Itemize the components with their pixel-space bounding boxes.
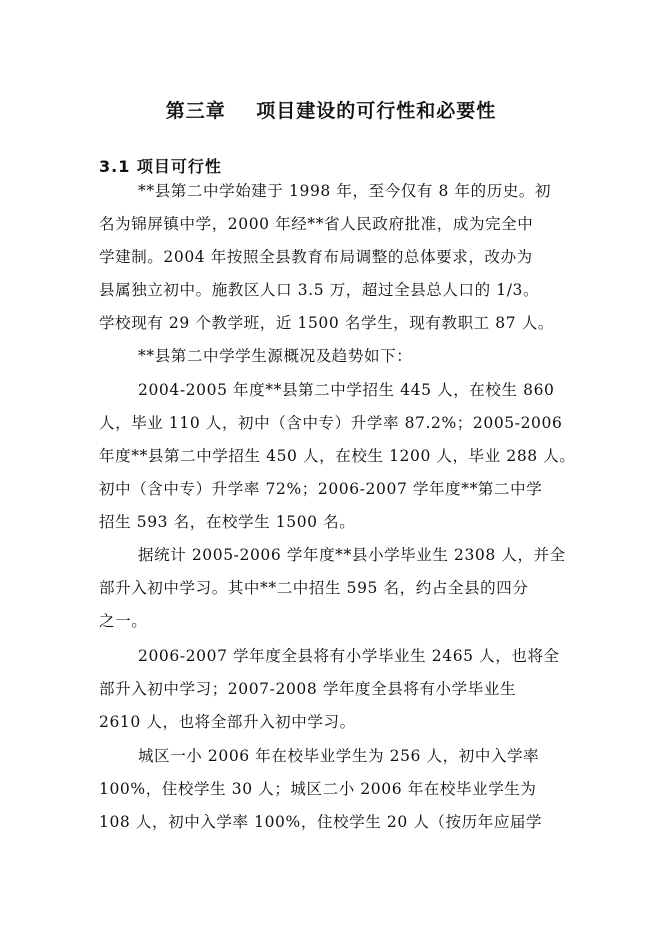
text-line: 108 人，初中入学率 100%，住校学生 20 人（按历年应届学 [99, 813, 543, 831]
text-line: 2610 人，也将全部升入初中学习。 [99, 713, 356, 731]
text-line: 100%，住校学生 30 人；城区二小 2006 年在校毕业学生为 [99, 780, 537, 798]
text-line: 之一。 [99, 612, 148, 630]
text-line: 人，毕业 110 人，初中（含中专）升学率 87.2%；2005-2006 [99, 414, 563, 432]
text-line: 招生 593 名，在校学生 1500 名。 [99, 513, 356, 531]
text-line: 名为锦屏镇中学，2000 年经**省人民政府批准，成为完全中 [99, 215, 534, 233]
text-line: 城区一小 2006 年在校毕业学生为 256 人，初中入学率 [138, 747, 540, 765]
text-line: 年度**县第二中学招生 450 人，在校生 1200 人，毕业 288 人。 [99, 447, 576, 465]
text-line: 学校现有 29 个教学班，近 1500 名学生，现有教职工 87 人。 [99, 314, 554, 332]
text-line: 学建制。2004 年按照全县教育布局调整的总体要求，改办为 [99, 248, 533, 266]
text-line: 部升入初中学习；2007-2008 学年度全县将有小学毕业生 [99, 680, 517, 698]
chapter-title: 第三章 项目建设的可行性和必要性 [165, 100, 497, 122]
text-line: **县第二中学学生源概况及趋势如下： [138, 347, 413, 365]
text-line: 县属独立初中。施教区人口 3.5 万，超过全县总人口的 1/3。 [99, 281, 540, 299]
text-line: **县第二中学始建于 1998 年，至今仅有 8 年的历史。初 [138, 182, 552, 200]
text-line: 2004-2005 年度**县第二中学招生 445 人，在校生 860 [138, 381, 555, 399]
text-line: 据统计 2005-2006 学年度**县小学毕业生 2308 人，并全 [138, 546, 566, 564]
text-line: 2006-2007 学年度全县将有小学毕业生 2465 人，也将全 [138, 647, 560, 665]
section-heading: 3.1 项目可行性 [99, 157, 222, 176]
text-line: 初中（含中专）升学率 72%；2006-2007 学年度**第二中学 [99, 480, 543, 498]
text-line: 部升入初中学习。其中**二中招生 595 名，约占全县的四分 [99, 579, 529, 597]
